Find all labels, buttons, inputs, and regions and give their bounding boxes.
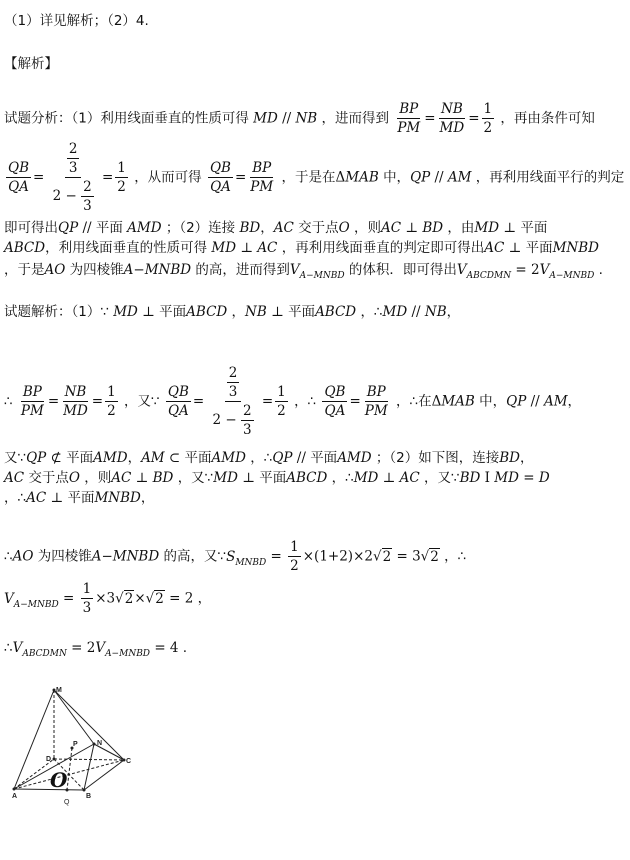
- edge-ma: [14, 690, 54, 789]
- edge-dc: [54, 759, 124, 760]
- label-d: D: [46, 756, 52, 763]
- solution-line-7: $V_{A-MNBD}$ = $\frac{1}{3}$ ×3√2×√2 = 2 ，: [4, 581, 212, 616]
- label-m: M: [56, 687, 62, 694]
- analysis-line-5: ，于是AO 为四棱锥A−MNBD 的高，进而得到$V_{A-MNBD}$ 的体积．即可得出$V_{ABCDMN} = 2V_{A-MNBD}$ .: [4, 262, 603, 281]
- label-p: P: [73, 741, 78, 748]
- solution-line-6: ∴AO 为四棱锥A−MNBD 的高，又$\because S_{MNBD}$ = $\frac{1}{2}$ ×(1+2)×2√2 = 3√2 ，∴: [4, 539, 467, 574]
- label-a: A: [12, 793, 18, 800]
- edge-pq: [67, 748, 72, 790]
- label-c: C: [126, 758, 132, 765]
- solution-line-3: 又∵QP ⊄ 平面AMD，AM ⊂ 平面AMD ，∴QP // 平面AMD ；（2）如下图，连接BD，: [4, 450, 534, 466]
- solution-line-2: ∴ $\frac{BP}{PM}$ = $\frac{NB}{MD}$ = $\frac{1}{2}$ ，又∵ $\frac{QB}{QA}$ = $\frac{2}{3}$ 2 − $\frac{2}{3}$ = $\frac{1}{2}$ ，∴ $\frac{QB}{QA}$ = $\frac{BP}{PM}$ ，∴在ΔMAB 中，QP // AM，: [4, 365, 582, 438]
- label-o: O: [50, 768, 68, 792]
- analysis-line-4: ABCD，利用线面垂直的性质可得 MD ⊥ AC ，再利用线面垂直的判定即可得出AC ⊥ 平面MNBD: [4, 240, 599, 256]
- solution-line-1: 试题解析：（1）∵ MD ⊥ 平面ABCD ，NB ⊥ 平面ABCD ，∴MD // NB，: [4, 304, 461, 320]
- edge-mc: [54, 690, 124, 760]
- edge-ab: [14, 789, 84, 790]
- pyramid-diagram: [6, 684, 156, 814]
- solution-line-5: ，∴AC ⊥ 平面MNBD，: [4, 490, 155, 506]
- answer-line: （1）详见解析；（2）4.: [4, 13, 149, 29]
- analysis-line-3: 即可得出QP // 平面 AMD ；（2）连接 BD，AC 交于点O ，则AC ⊥ BD ，由MD ⊥ 平面: [4, 220, 548, 236]
- section-title: 【解析】: [4, 56, 58, 72]
- analysis-line-1: 试题分析：（1）利用线面垂直的性质可得 MD // NB ，进而得到 $\frac{BP}{PM}$ = $\frac{NB}{MD}$ = $\frac{1}{2}$ ，再由条件可知: [4, 101, 595, 136]
- label-n: N: [97, 740, 103, 747]
- geometry-figure: [6, 684, 156, 814]
- solution-line-4: AC 交于点O ，则AC ⊥ BD ，又∵MD ⊥ 平面ABCD ，∴MD ⊥ AC ，又∵BD I MD = D: [4, 470, 550, 486]
- analysis-line-2: $\frac{QB}{QA}$ = $\frac{2}{3}$ 2 − $\frac{2}{3}$ = $\frac{1}{2}$ ，从而可得 $\frac{QB}{QA}$ = $\frac{BP}{PM}$ ，于是在ΔMAB 中，QP // AM ，再利用线面平行的判定: [8, 141, 625, 214]
- label-q: Q: [64, 799, 70, 806]
- edge-mn: [54, 690, 94, 744]
- solution-line-8: $\therefore V_{ABCDMN} = 2V_{A-MNBD} = 4$ .: [4, 640, 188, 659]
- label-b: B: [86, 793, 92, 800]
